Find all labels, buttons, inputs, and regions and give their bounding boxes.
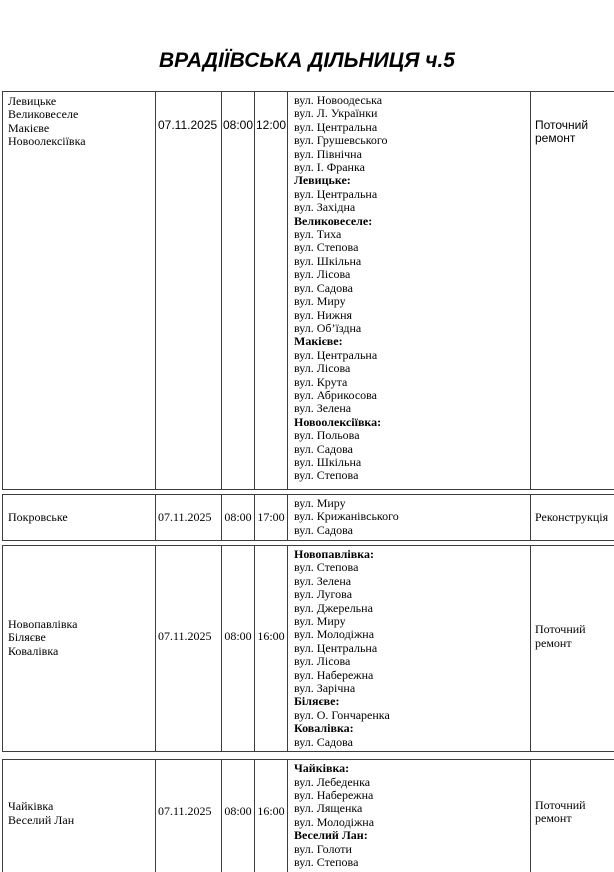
settlement-subheader: Новопавлівка: [294, 547, 374, 561]
start-time-cell [222, 92, 255, 489]
work-type-value: Поточний ремонт [535, 622, 586, 650]
outage-schedule-table [2, 91, 614, 872]
streets-cell [288, 495, 531, 540]
street-name: вул. Садова [294, 441, 353, 456]
settlement-name: Веселий Лан [8, 812, 75, 827]
settlement-name: Левицьке [8, 94, 57, 108]
date-value: 07.11.2025 [158, 804, 212, 819]
street-name: вул. Центральна [294, 347, 378, 362]
settlement-name: Біляєве [8, 630, 46, 645]
street-name: вул. Молодіжна [294, 627, 375, 642]
street-name: вул. Лугова [294, 587, 353, 602]
end-time-cell [255, 92, 288, 489]
street-name: вул. Лященка [294, 801, 363, 816]
street-name: вул. Зелена [294, 401, 352, 416]
date-cell [156, 495, 222, 540]
street-name: вул. Грушевського [294, 133, 388, 148]
settlement-subheader: Ковалівка: [294, 721, 354, 736]
street-name: вул. Об’їздна [294, 320, 362, 335]
end-time-value: 17:00 [257, 509, 285, 524]
street-name: вул. Тиха [294, 227, 342, 242]
settlement-subheader: Чайківка: [294, 761, 350, 776]
streets-cell [288, 760, 531, 872]
table-row [2, 91, 614, 490]
street-name: вул. Степова [294, 560, 359, 575]
street-name: вул. Лісова [294, 361, 351, 376]
street-name: вул. Крижанівського [294, 509, 399, 524]
settlement-subheader: Веселий Лан: [294, 828, 368, 843]
start-time-cell [222, 495, 255, 540]
street-name: вул. Миру [294, 294, 346, 309]
street-name: вул. Лісова [294, 654, 351, 669]
street-name: вул. Новоодеська [294, 93, 383, 107]
work-type-value: Реконструкція [535, 509, 609, 524]
settlement-name: Чайківка [8, 799, 54, 814]
settlements-cell [3, 760, 156, 872]
street-name: вул. Центральна [294, 640, 378, 655]
work-type-cell [531, 495, 614, 540]
street-name: вул. І. Франка [294, 160, 365, 175]
page-title: ВРАДІЇВСЬКА ДІЛЬНИЦЯ ч.5 [159, 49, 455, 72]
street-name: вул. Миру [294, 614, 346, 629]
work-type-cell [531, 92, 614, 489]
street-name: вул. Степова [294, 854, 359, 869]
table-row [2, 545, 614, 752]
start-time-value: 08:00 [222, 118, 254, 132]
street-name: вул. Шкільна [294, 454, 362, 469]
date-value: 07.11.2025 [158, 509, 212, 524]
street-name: вул. Набережна [294, 667, 374, 682]
date-cell [156, 546, 222, 751]
end-time-cell [255, 546, 288, 751]
street-name: вул. Центральна [294, 186, 378, 201]
settlement-name: Новопавлівка [8, 616, 78, 631]
street-name: вул. Шкільна [294, 253, 362, 268]
settlement-name: Макієве [8, 120, 50, 135]
settlement-subheader: Великовеселе: [294, 213, 373, 228]
date-cell [156, 92, 222, 489]
street-name: вул. Набережна [294, 787, 374, 802]
street-name: вул. Абрикосова [294, 387, 377, 402]
streets-cell [288, 92, 531, 489]
settlement-name: Покровське [8, 510, 68, 525]
settlements-cell [3, 92, 156, 489]
street-name: вул. Садова [294, 522, 353, 537]
settlement-subheader: Макієве: [294, 334, 343, 349]
street-name: вул. Польова [294, 428, 360, 443]
table-row [2, 759, 614, 872]
settlements-cell [3, 546, 156, 751]
work-type-cell [531, 546, 614, 751]
street-name: вул. Садова [294, 734, 353, 749]
start-time-cell [222, 760, 255, 872]
end-time-cell [255, 760, 288, 872]
work-type-cell [531, 760, 614, 872]
end-time-value: 12:00 [255, 118, 287, 132]
street-name: вул. Зарічна [294, 681, 356, 696]
date-value: 07.11.2025 [158, 628, 212, 643]
start-time-value: 08:00 [224, 628, 252, 643]
settlement-name: Великовеселе [8, 107, 79, 122]
street-name: вул. Центральна [294, 119, 378, 134]
settlement-subheader: Біляєве: [294, 694, 340, 709]
street-name: вул. Миру [294, 496, 346, 510]
street-name: вул. Нижня [294, 307, 353, 322]
street-name: вул. Л. Українки [294, 106, 378, 121]
end-time-cell [255, 495, 288, 540]
work-type-value: Поточний ремонт [535, 797, 586, 826]
end-time-value: 16:00 [257, 804, 285, 819]
settlement-name: Ковалівка [8, 643, 59, 658]
settlements-cell [3, 495, 156, 540]
work-type-value: Поточний ремонт [535, 118, 589, 146]
start-time-cell [222, 546, 255, 751]
street-name: вул. Зелена [294, 573, 352, 588]
street-name: вул. Садова [294, 280, 353, 295]
street-name: вул. Молодіжна [294, 814, 375, 829]
date-value: 07.11.2025 [158, 118, 218, 132]
street-name: вул. О. Гончаренка [294, 707, 390, 722]
street-name: вул. Крута [294, 374, 348, 389]
settlement-subheader: Новоолексіївка: [294, 414, 382, 429]
end-time-value: 16:00 [257, 628, 285, 643]
settlement-name: Новоолексіївка [8, 134, 86, 149]
table-row [2, 494, 614, 541]
street-name: вул. Західна [294, 200, 356, 215]
start-time-value: 08:00 [224, 509, 252, 524]
street-name: вул. Степова [294, 468, 359, 483]
street-name: вул. Степова [294, 240, 359, 255]
streets-cell [288, 546, 531, 751]
street-name: вул. Джерельна [294, 600, 373, 615]
street-name: вул. Голоти [294, 841, 352, 856]
street-name: вул. Північна [294, 146, 362, 161]
street-name: вул. Лебеденка [294, 774, 371, 789]
settlement-subheader: Левицьке: [294, 173, 351, 188]
date-cell [156, 760, 222, 872]
street-name: вул. Лісова [294, 267, 351, 282]
start-time-value: 08:00 [224, 804, 252, 819]
